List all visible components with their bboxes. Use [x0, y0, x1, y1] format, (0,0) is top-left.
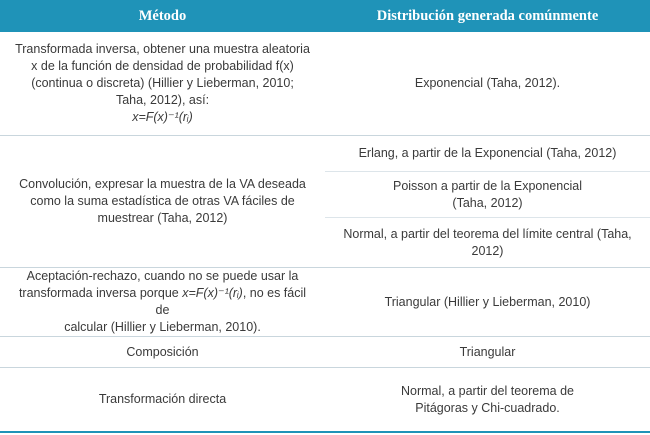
distribution-text-line: Normal, a partir del teorema del límite central (Taha,	[343, 226, 632, 241]
table-row	[0, 368, 650, 433]
method-text-line: x de la función de densidad de probabilidad f(x)	[31, 59, 294, 73]
distribution-cell	[325, 136, 650, 172]
distribution-text-line: Erlang, a partir de la Exponencial (Taha, 2012)	[358, 146, 617, 160]
distribution-cell: Triangular (Hillier y Lieberman, 2010)	[325, 268, 650, 337]
method-text-line: Transformada inversa, obtener una muestra aleatoria	[15, 42, 310, 56]
distribution-text-line: 2012)	[471, 243, 504, 258]
distribution-text-line: Pitágoras y Chi-cuadrado.	[415, 400, 560, 415]
table-row	[0, 136, 650, 172]
table-row	[0, 268, 650, 337]
distribution-cell	[325, 218, 650, 268]
formula: x=F(x)⁻¹(rᵢ)	[182, 286, 243, 300]
distribution-cell	[325, 172, 650, 218]
distribution-cell: Exponencial (Taha, 2012).	[325, 32, 650, 136]
distribution-text-line: Poisson a partir de la Exponencial	[392, 178, 582, 193]
distribution-cell: Triangular	[325, 337, 650, 368]
formula: x=F(x)⁻¹(rᵢ)	[132, 110, 193, 124]
method-cell	[0, 32, 325, 136]
distribution-text-line: (Taha, 2012)	[452, 195, 523, 210]
header-method: Método	[0, 0, 325, 32]
header-distribution: Distribución generada comúnmente	[325, 0, 650, 32]
distribution-cell	[325, 368, 650, 433]
method-cell	[0, 268, 325, 337]
method-text-line: como la suma estadística de otras VA fáciles de	[30, 194, 295, 208]
distribution-text-line: Normal, a partir del teorema de	[401, 383, 574, 398]
method-text-line: Convolución, expresar la muestra de la VA deseada	[19, 177, 306, 191]
method-text-line	[14, 285, 311, 319]
method-text-line: calcular (Hillier y Lieberman, 2010).	[64, 320, 261, 334]
method-cell: Composición	[0, 337, 325, 368]
method-cell: Transformación directa	[0, 368, 325, 433]
method-cell	[0, 136, 325, 268]
table-row	[0, 337, 650, 368]
table-header-row	[0, 0, 650, 32]
method-text-line: Taha, 2012), así:	[115, 93, 210, 107]
method-text-line: (continua o discreta) (Hillier y Lieberman, 2010;	[31, 76, 294, 90]
table-row	[0, 32, 650, 136]
method-text-line: muestrear (Taha, 2012)	[97, 211, 228, 225]
method-text: transformada inversa porque	[18, 286, 183, 300]
method-text-line: Aceptación-rechazo, cuando no se puede usar la	[26, 269, 299, 283]
method-text: , no es fácil de	[155, 286, 307, 317]
